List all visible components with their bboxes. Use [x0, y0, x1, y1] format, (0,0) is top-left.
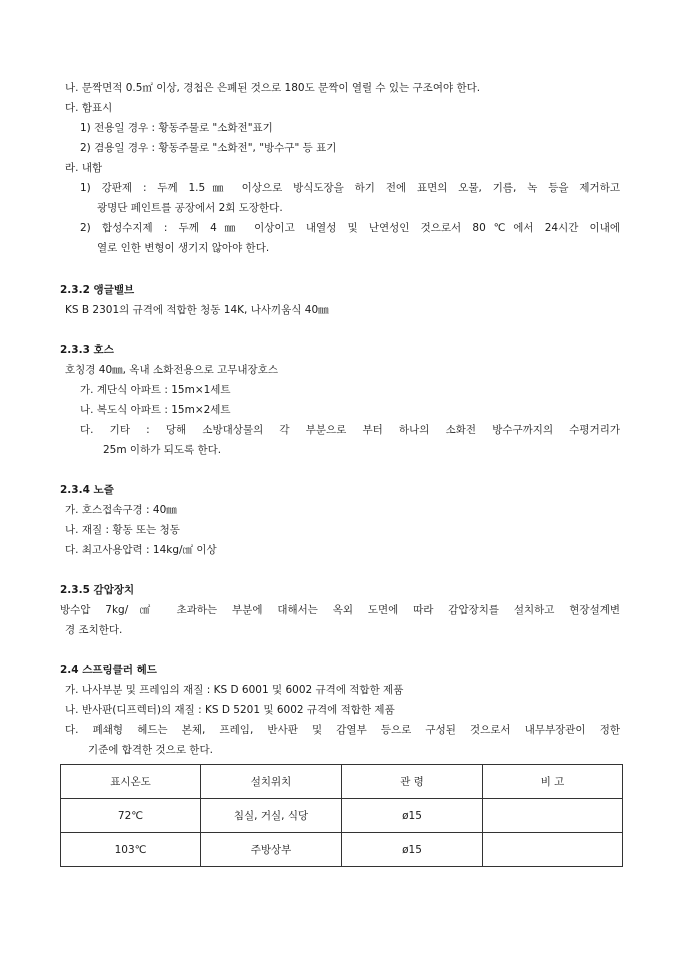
table-header-cell: 비 고	[483, 765, 623, 799]
table-header-cell: 표시온도	[61, 765, 201, 799]
hose-item-da-line2: 25m 이하가 되도록 한다.	[103, 444, 222, 456]
section-heading-pressure-reducer: 2.3.5 감압장치	[60, 584, 135, 596]
sprinkler-item-da-line2: 기준에 합격한 것으로 한다.	[88, 744, 213, 756]
inner-box-heading: 라. 내함	[65, 162, 103, 174]
marking-heading: 다. 함표시	[65, 102, 113, 114]
section-heading-sprinkler-head: 2.4 스프링클러 헤드	[60, 664, 157, 676]
table-header-cell: 관 령	[342, 765, 483, 799]
inner-box-item-1-line2: 광명단 페인트를 공장에서 2회 도장한다.	[97, 202, 283, 214]
sprinkler-item-ga: 가. 나사부분 및 프레임의 재질 : KS D 6001 및 6002 규격에 적합한 제품	[65, 684, 404, 696]
table-cell	[483, 833, 623, 867]
nozzle-item-da: 다. 최고사용압력 : 14kg/㎠ 이상	[65, 544, 217, 556]
inner-box-item-2-line2: 열로 인한 변형이 생기지 않아야 한다.	[97, 242, 270, 254]
pressure-reducer-line2: 경 조치한다.	[65, 624, 123, 636]
marking-item-2: 2) 겸용일 경우 : 황동주물로 "소화전", "방수구" 등 표기	[80, 142, 337, 154]
sprinkler-item-na: 나. 반사판(디프렉터)의 재질 : KS D 5201 및 6002 규격에 적합한 제품	[65, 704, 395, 716]
table-cell: 침실, 거실, 식당	[201, 799, 342, 833]
pressure-reducer-line1: 방수압 7kg/㎠ 초과하는 부분에 대해서는 옥외 도면에 따라 감압장치를 설치하고 현장설계변	[60, 604, 620, 616]
hose-item-na: 나. 복도식 아파트 : 15m×2세트	[80, 404, 231, 416]
table-cell: ø15	[342, 833, 483, 867]
table-cell	[483, 799, 623, 833]
marking-item-1: 1) 전용일 경우 : 황동주물로 "소화전"표기	[80, 122, 273, 134]
hose-item-ga: 가. 계단식 아파트 : 15m×1세트	[80, 384, 231, 396]
table-cell: 주방상부	[201, 833, 342, 867]
hose-spec: 호칭경 40㎜, 옥내 소화전용으로 고무내장호스	[65, 364, 278, 376]
table-row	[61, 833, 623, 867]
inner-box-item-1-line1: 1) 강판제 : 두께 1.5㎜ 이상으로 방식도장을 하기 전에 표면의 오물, 기름, 녹 등을 제거하고	[80, 182, 620, 194]
table-cell: ø15	[342, 799, 483, 833]
sprinkler-item-da-line1: 다. 폐쇄형 헤드는 본체, 프레임, 반사판 및 감열부 등으로 구성된 것으로서 내무부장관이 정한	[65, 724, 620, 736]
table-cell: 72℃	[61, 799, 201, 833]
angle-valve-spec: KS B 2301의 규격에 적합한 청동 14K, 나사끼움식 40㎜	[65, 304, 329, 316]
nozzle-item-ga: 가. 호스접속구경 : 40㎜	[65, 504, 177, 516]
sprinkler-head-table	[60, 764, 623, 867]
table-header-row	[61, 765, 623, 799]
table-cell: 103℃	[61, 833, 201, 867]
inner-box-item-2-line1: 2) 합성수지제 : 두께 4㎜ 이상이고 내열성 및 난연성인 것으로서 80℃에서 24시간 이내에	[80, 222, 620, 234]
section-heading-hose: 2.3.3 호스	[60, 344, 114, 356]
hose-item-da-line1: 다. 기타 : 당해 소방대상물의 각 부분으로 부터 하나의 소화전 방수구까지의 수평거리가	[80, 424, 620, 436]
section-heading-angle-valve: 2.3.2 앵글밸브	[60, 284, 135, 296]
section-heading-nozzle: 2.3.4 노즐	[60, 484, 114, 496]
table-row	[61, 799, 623, 833]
table-header-cell: 설치위치	[201, 765, 342, 799]
door-area-item: 나. 문짝면적 0.5㎡ 이상, 경첩은 은폐된 것으로 180도 문짝이 열릴 수 있는 구조여야 한다.	[65, 82, 481, 94]
nozzle-item-na: 나. 재질 : 황동 또는 청동	[65, 524, 180, 536]
